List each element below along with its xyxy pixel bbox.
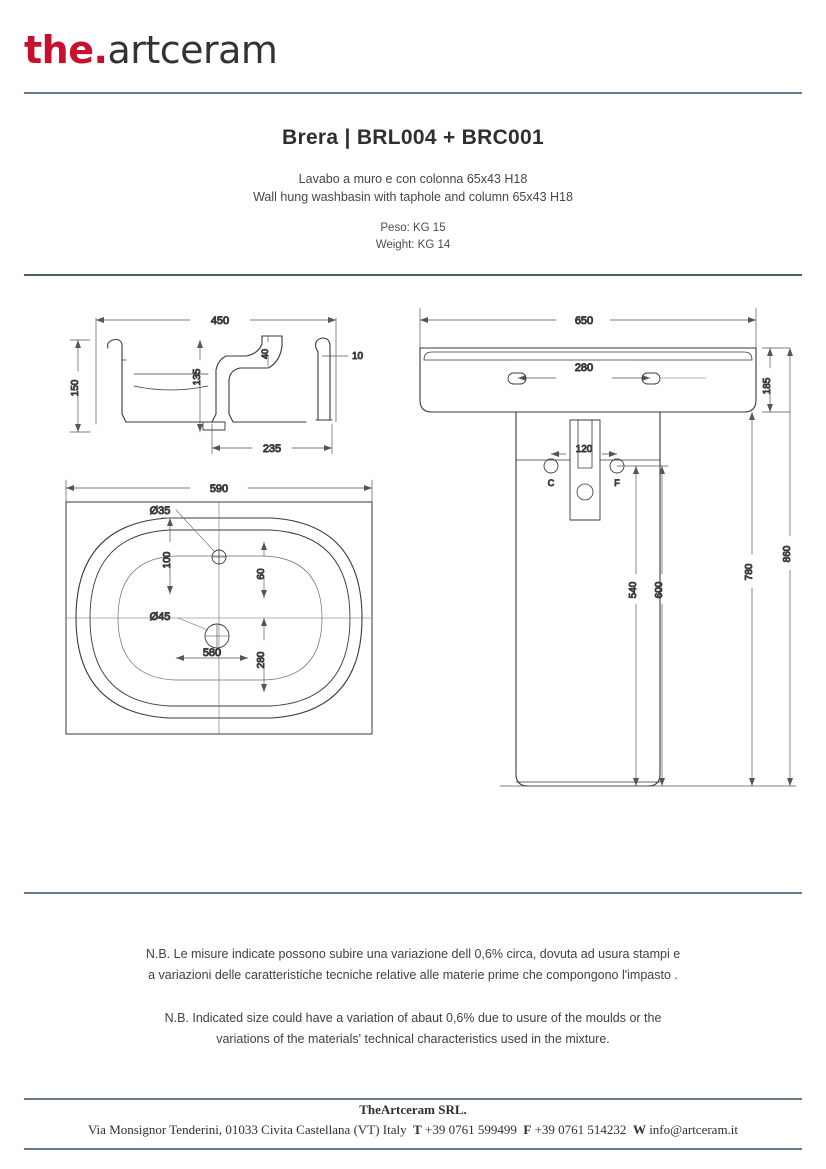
footer-email: info@artceram.it [649,1122,739,1137]
footer-web-label: W [632,1122,646,1137]
svg-text:100: 100 [162,551,173,569]
svg-text:280: 280 [574,362,594,374]
technical-drawings [0,274,826,892]
svg-text:185: 185 [762,377,773,395]
footer-address-text: Via Monsignor Tenderini, 01033 Civita Castellana (VT) Italy [87,1122,407,1137]
svg-text:Ø35: Ø35 [149,505,171,517]
note-italian-line2: a variazioni delle caratteristiche tecniche relative alle materie prime che compongono l'impasto . [148,968,678,982]
svg-text:860: 860 [782,545,793,563]
divider-notes [24,892,802,894]
svg-text:600: 600 [654,581,665,599]
svg-text:450: 450 [210,315,230,327]
weight-english: Weight: KG 14 [375,239,451,251]
note-english-line2: variations of the materials' technical characteristics used in the mixture. [216,1032,610,1046]
svg-text:540: 540 [628,581,639,599]
svg-text:150: 150 [70,379,81,397]
logo-artceram: artceram [107,28,278,72]
svg-text:120: 120 [575,444,593,455]
svg-text:60: 60 [256,568,267,580]
subtitle-english: Wall hung washbasin with taphole and column 65x43 H18 [253,190,573,204]
svg-text:580: 580 [202,647,222,659]
note-italian-line1: N.B. Le misure indicate possono subire una variazione dell 0,6% circa, dovuta ad usura stampi e [145,947,681,961]
divider-bottom [24,1148,802,1150]
footer-company-name: TheArtceram SRL. [359,1102,467,1117]
subtitle-italian: Lavabo a muro e con colonna 65x43 H18 [298,172,528,186]
svg-text:Ø45: Ø45 [149,611,171,623]
logo-the: the. [24,28,108,72]
svg-text:F: F [614,478,620,488]
svg-text:40: 40 [260,348,270,360]
brand-logo [24,28,277,72]
svg-text:235: 235 [262,443,282,455]
footer-phone: +39 0761 599499 [425,1122,517,1137]
footer-address [0,1122,826,1138]
svg-text:780: 780 [744,563,755,581]
footer-fax: +39 0761 514232 [534,1122,627,1137]
svg-text:590: 590 [209,483,229,495]
svg-text:650: 650 [574,315,594,327]
svg-text:135: 135 [192,368,203,386]
footer-fax-label: F [523,1122,532,1137]
notes-block [0,944,826,1050]
divider-footer [24,1098,802,1100]
page-title: Brera | BRL004 + BRC001 [282,126,544,149]
svg-text:C: C [547,478,555,488]
svg-text:10: 10 [352,351,364,362]
footer-phone-label: T [413,1122,422,1137]
svg-text:280: 280 [256,651,267,669]
note-english-line1: N.B. Indicated size could have a variation of abaut 0,6% due to usure of the moulds or the [164,1011,662,1025]
weight-italian: Peso: KG 15 [380,222,446,234]
divider-top [24,92,802,94]
